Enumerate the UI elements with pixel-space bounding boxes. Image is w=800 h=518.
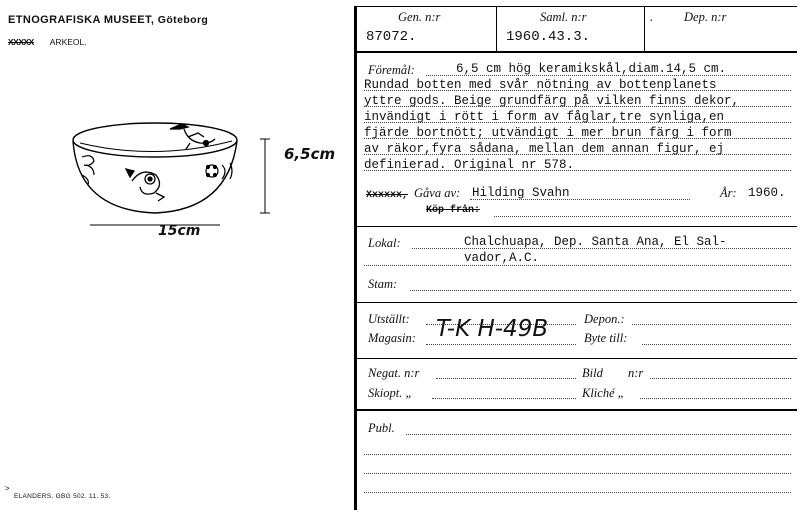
top-border [357, 6, 797, 7]
card-divider [354, 6, 357, 510]
gava-struck: Xxxxxx, [366, 190, 409, 201]
dotted-line [410, 290, 791, 291]
dotted-line [364, 90, 791, 91]
lokal-line-2: vador,A.C. [464, 251, 540, 265]
dep-dot: . [650, 10, 654, 24]
margin-mark: > [5, 484, 10, 493]
dotted-line [364, 265, 791, 266]
dotted-line [412, 248, 791, 249]
row-separator-4 [357, 358, 797, 359]
side-motif [82, 156, 94, 185]
gen-nr-value: 87072. [366, 29, 417, 45]
description-line-2: Rundad botten med svår nötning av bottenplanets [364, 78, 717, 92]
byte-label: Byte till: [584, 331, 628, 345]
dotted-line [406, 434, 791, 435]
shrimp-motif [126, 169, 164, 201]
museum-name [8, 14, 208, 26]
row-separator-5 [357, 409, 797, 411]
dotted-line [470, 199, 690, 200]
dotted-line [432, 398, 576, 399]
negat-label: Negat. n:r [368, 366, 420, 380]
ar-label: År: [720, 186, 737, 200]
dotted-line [364, 106, 791, 107]
dep-nr-label: Dep. n:r [684, 10, 727, 24]
depon-label: Depon.: [584, 312, 625, 326]
dotted-line [364, 122, 791, 123]
description-line-6: av räkor,fyra sådana, mellan dem annan figur, ej [364, 142, 725, 156]
col-separator-2 [644, 6, 645, 51]
col-separator-1 [496, 6, 497, 51]
description-line-7: definierad. Original nr 578. [364, 158, 575, 172]
dotted-line [364, 138, 791, 139]
dotted-line [364, 492, 791, 493]
museum-city: Göteborg [157, 14, 209, 26]
bowl-drawing [60, 95, 360, 245]
foremal-label: Föremål: [368, 63, 415, 77]
department-struck: XXXXX [8, 37, 34, 47]
kliche-label: Kliché „ [582, 386, 625, 400]
saml-nr-label: Saml. n:r [540, 10, 587, 24]
lokal-line-1: Chalchuapa, Dep. Santa Ana, El Sal- [464, 235, 727, 249]
department-name: ARKEOL. [49, 37, 87, 47]
dotted-line [364, 473, 791, 474]
saml-nr-value: 1960.43.3. [506, 29, 591, 45]
row-separator-1 [357, 51, 797, 53]
dotted-line [650, 378, 791, 379]
dotted-line [364, 170, 791, 171]
dotted-line [632, 324, 791, 325]
bild-nr-label: n:r [628, 366, 644, 380]
stam-label: Stam: [368, 277, 398, 291]
publ-label: Publ. [368, 421, 395, 435]
utstallt-label: Utställt: [368, 312, 410, 326]
row-separator-2 [357, 226, 797, 227]
gava-value: Hilding Svahn [472, 186, 570, 200]
department-line [8, 37, 87, 47]
gava-label: Gåva av: [414, 186, 461, 200]
description-line-5: fjärde bortnött; utvändigt i mer brun färg i form [364, 126, 732, 140]
row-separator-3 [357, 302, 797, 303]
dotted-line [436, 378, 576, 379]
dotted-line [364, 454, 791, 455]
dotted-line [642, 344, 791, 345]
dotted-line [640, 398, 791, 399]
gen-nr-label: Gen. n:r [398, 10, 441, 24]
skiopt-label: Skiopt. „ [368, 386, 413, 400]
magasin-label: Magasin: [368, 331, 416, 345]
printer-mark: ELANDERS. GBG 502. 11. 53. [14, 493, 111, 500]
dotted-line [426, 344, 576, 345]
bild-label: Bild [582, 366, 603, 380]
description-line-4: invändigt i rött i form av fåglar,tre synliga,en [364, 110, 725, 124]
lokal-label: Lokal: [368, 236, 401, 250]
magasin-value: T-K H-49B [436, 316, 549, 342]
dotted-line [494, 216, 791, 217]
ar-value: 1960. [748, 186, 786, 200]
description-line-1: 6,5 cm hög keramikskål,diam.14,5 cm. [456, 62, 727, 76]
width-annotation: 15cm [158, 223, 201, 239]
height-annotation: 6,5cm [284, 145, 336, 163]
museum-title: ETNOGRAFISKA MUSEET, [8, 14, 155, 26]
dotted-line [364, 154, 791, 155]
kop-struck: Köp från: [426, 205, 481, 216]
description-line-3: yttre gods. Beige grundfärg på vilken finns dekor, [364, 94, 740, 108]
